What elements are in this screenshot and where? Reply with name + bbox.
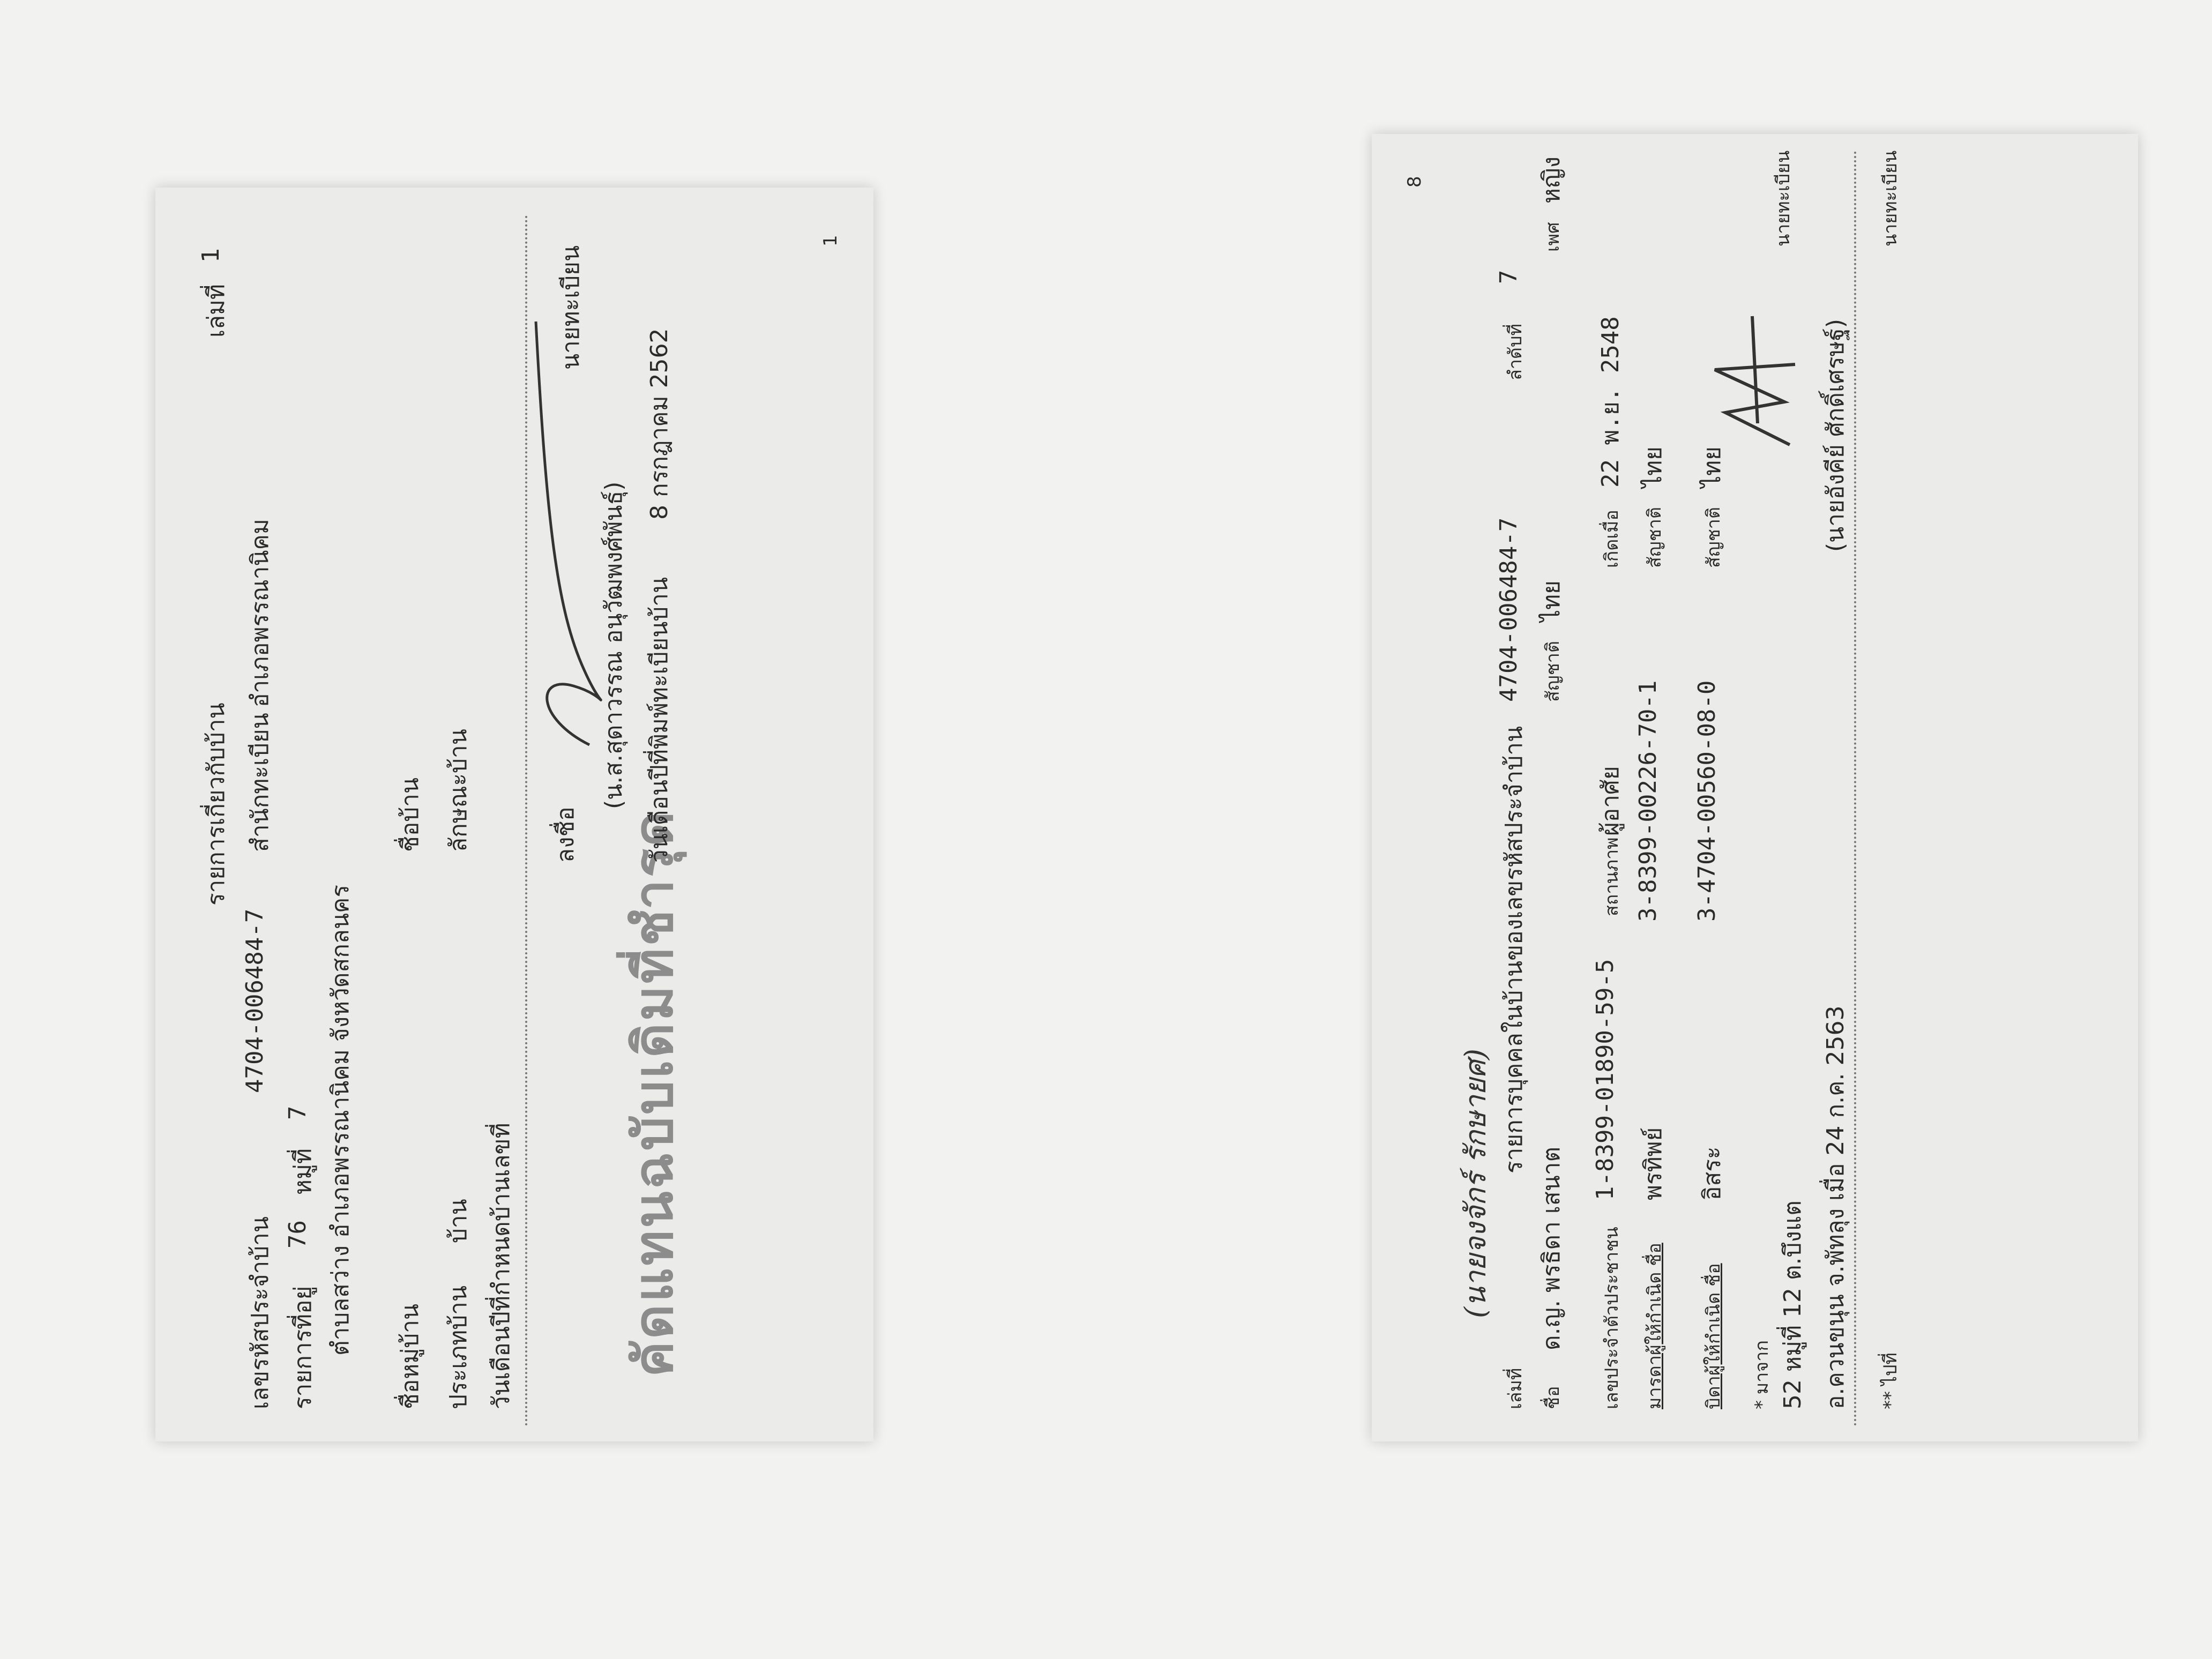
name-label: ชื่อ: [1542, 1386, 1564, 1409]
born-date: 22 พ.ย. 2548: [1597, 316, 1624, 488]
id-number: 1-8399-01890-59-5: [1591, 959, 1619, 1200]
print-date-label: วันเดือนปีที่พิมพ์ทะเบียนบ้าน: [646, 577, 673, 863]
moo-label: หมู่ที่: [289, 1148, 317, 1195]
address-label: รายการที่อยู่: [289, 1286, 317, 1409]
house-code: 4704-006484-7: [1495, 517, 1522, 702]
father-name: อิสระ: [1699, 1146, 1726, 1200]
house-code: 4704-006484-7: [241, 908, 268, 1093]
born-label: เกิดเมื่อ: [1601, 510, 1623, 568]
replacement-stamp: คัดแทนฉบับเดิมที่ชำรุด: [622, 809, 685, 1377]
assign-date-label: วันเดือนปีที่กำหนดบ้านเลขที่: [488, 1123, 515, 1409]
mother-nationality-label: สัญชาติ: [1644, 507, 1665, 568]
tambon-line: ตำบลสว่าง อำเภอพรรณานิคม จังหวัดสกลนคร: [327, 885, 354, 1356]
page-number: 8: [1404, 176, 1425, 188]
house-type-label: ประเภทบ้าน: [445, 1286, 472, 1409]
person-list-header: รายการบุคคลในบ้านของเลขรหัสประจำบ้าน: [1500, 726, 1528, 1174]
village-label: ชื่อหมู่บ้าน: [397, 1303, 424, 1409]
nationality: ไทย: [1538, 580, 1565, 622]
person-name: ด.ญ. พรธิดา เสนาต: [1538, 1146, 1565, 1350]
address-number: 76: [284, 1220, 311, 1249]
print-date: 8 กรกฎาคม 2562: [646, 328, 673, 520]
handwritten-name: (นายจงจักร์ รักษายศ): [1459, 1048, 1492, 1318]
nationality-label: สัญชาติ: [1542, 641, 1564, 702]
book-label: เล่มที่: [203, 283, 230, 338]
registrar-signature: [1693, 295, 1811, 455]
father-nationality-label: สัญชาติ: [1703, 507, 1724, 568]
house-info-page: [155, 188, 873, 1441]
registrar-title: นายทะเบียน: [557, 245, 585, 370]
person-info-page: [1372, 134, 2138, 1441]
page-title: รายการเกี่ยวกับบ้าน: [203, 703, 230, 906]
move-in-line-2: อ.ควนขนุน จ.พัทลุง เมื่อ 24 ก.ค. 2563: [1822, 1005, 1849, 1409]
order-label: ลำดับที่: [1505, 323, 1526, 380]
book-label: เล่มที่: [1505, 1367, 1526, 1409]
id-label: เลขประจำตัวประชาชน: [1601, 1227, 1623, 1409]
father-label: บิดาผู้ให้กำเนิด ชื่อ: [1703, 1263, 1724, 1409]
father-nationality: ไทย: [1699, 446, 1726, 488]
house-character-label: ลักษณะบ้าน: [445, 729, 472, 852]
move-out-label: ** ไปที่: [1880, 1352, 1901, 1409]
move-in-label: * มาจาก: [1751, 1340, 1773, 1409]
signer-name: (น.ส.สุดาวรรณ อนุวัฒพงศ์พันธุ์): [600, 481, 627, 809]
registrar-name: (นายอังคีย์ ศักดิ์เศรษฐ์): [1822, 318, 1849, 552]
registrar-title: นายทะเบียน: [1773, 150, 1794, 246]
separator: [1854, 150, 1856, 1425]
mother-label: มารดาผู้ให้กำเนิด ชื่อ: [1644, 1243, 1665, 1409]
sign-label: ลงชื่อ: [552, 806, 579, 863]
status-label: สถานภาพ: [1601, 837, 1623, 916]
page-number: 1: [820, 235, 841, 246]
mother-name: พรทิพย์: [1640, 1127, 1667, 1200]
move-out-registrar: นายทะเบียน: [1880, 150, 1901, 246]
house-name-label: ชื่อบ้าน: [397, 777, 424, 852]
moo-number: 7: [284, 1105, 311, 1120]
sex: หญิง: [1538, 156, 1565, 204]
sex-label: เพศ: [1542, 222, 1564, 252]
mother-nationality: ไทย: [1640, 446, 1667, 488]
house-type: บ้าน: [445, 1199, 472, 1243]
status: ผู้อาศัย: [1597, 766, 1624, 836]
mother-id: 3-8399-00226-70-1: [1634, 680, 1662, 922]
move-in-line-1: 52 หมู่ที่ 12 ต.บึงแต: [1779, 1200, 1806, 1409]
order-number: 7: [1495, 270, 1522, 284]
registrar-office-label: สำนักทะเบียน: [246, 713, 274, 852]
book-number: 1: [197, 248, 225, 263]
registrar-office: อำเภอพรรณานิคม: [246, 519, 274, 707]
father-id: 3-4704-00560-08-0: [1693, 680, 1721, 922]
house-code-label: เลขรหัสประจำบ้าน: [246, 1216, 274, 1409]
